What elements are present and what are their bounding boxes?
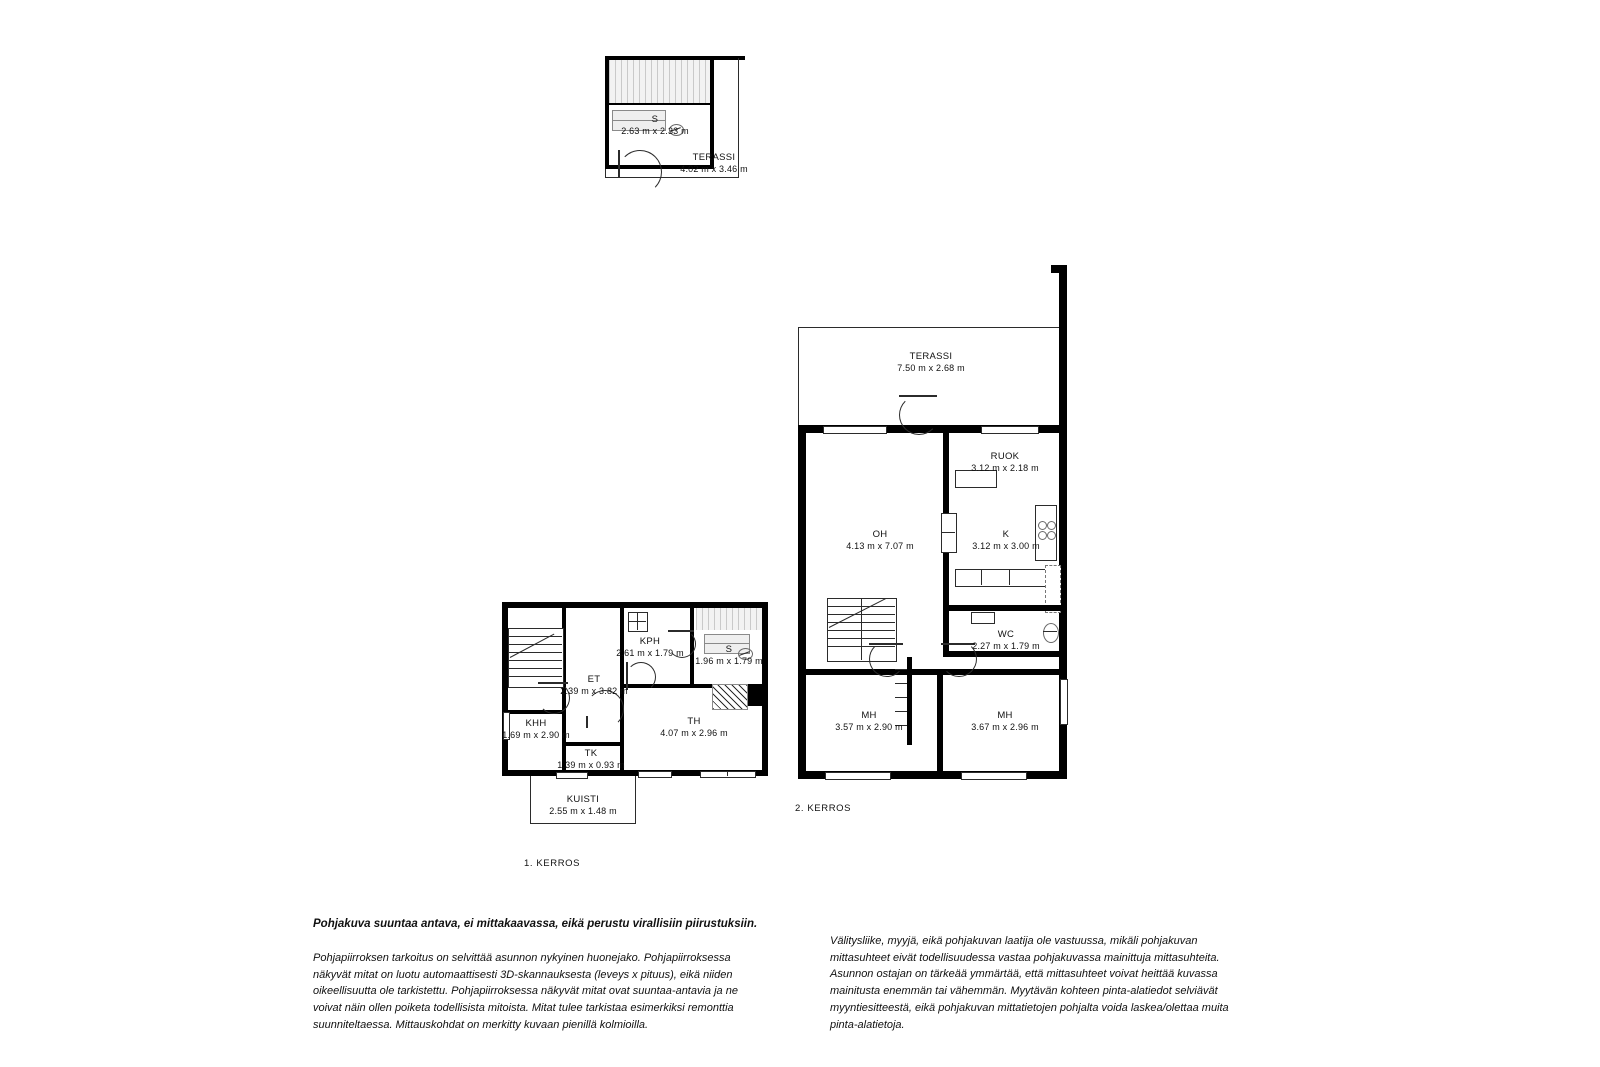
room-label-oh xyxy=(825,529,935,552)
f2-wall-wc-top xyxy=(943,605,1061,611)
room-name: KHH xyxy=(525,718,547,729)
f2-stair-rail xyxy=(861,598,862,660)
f2-counter-bottom xyxy=(955,569,1049,587)
f1-stair-step xyxy=(508,660,562,661)
room-name: WC xyxy=(997,629,1015,640)
floor2-group xyxy=(795,265,1085,825)
room-label-kuisti xyxy=(540,794,626,817)
room-dim: 2.55 m x 1.48 m xyxy=(549,805,617,816)
f1-window-bottom-2 xyxy=(700,771,756,778)
f1-khh-door-leaf xyxy=(586,716,588,728)
room-label-et xyxy=(550,674,638,697)
floor1-group xyxy=(500,600,790,880)
f1-shaft-solid xyxy=(746,684,768,706)
room-name: TK xyxy=(584,748,598,759)
room-dim: 1.69 m x 2.90 m xyxy=(502,729,570,740)
f2-wall-bedroom-divider xyxy=(937,669,943,779)
room-dim: 3.12 m x 3.00 m xyxy=(972,540,1040,551)
f2-window-top-left xyxy=(823,426,887,434)
room-name: OH xyxy=(872,529,888,540)
f2-window-top-right xyxy=(981,426,1039,434)
room-name: KUISTI xyxy=(566,794,600,805)
f2-counter-div-2 xyxy=(1009,569,1010,585)
f2-wc-sink xyxy=(971,612,995,624)
f2-window-bottom-left xyxy=(825,772,891,780)
top-plan-group xyxy=(600,52,760,192)
f1-window-bottom-2-mullion xyxy=(727,771,728,776)
room-name: MH xyxy=(997,710,1013,721)
f2-counter-div-1 xyxy=(981,569,982,585)
room-name: MH xyxy=(861,710,877,721)
floor2-label: 2. KERROS xyxy=(795,803,852,814)
f2-mh1-door-leaf xyxy=(869,643,903,645)
room-label-th xyxy=(648,716,740,739)
f1-kuisti-left xyxy=(530,776,531,824)
room-label-kph xyxy=(608,636,692,659)
room-name: KPH xyxy=(639,636,661,647)
room-name: S xyxy=(651,114,659,125)
f1-kph-door-leaf xyxy=(668,630,694,632)
room-name: TH xyxy=(687,716,701,727)
roof-hatch-area xyxy=(609,60,710,103)
f2-terrace-door-leaf xyxy=(899,395,937,397)
footer-headline: Pohjakuva suuntaa antava, ei mittakaavassa, eikä perustu virallisiin piirustuksiin. xyxy=(313,918,758,930)
f1-wall-h3 xyxy=(562,742,624,746)
f2-corridor-step-2 xyxy=(895,683,907,684)
room-dim: 2.27 m x 1.79 m xyxy=(972,640,1040,651)
f1-kuisti-bottom xyxy=(530,823,636,824)
room-label-khh xyxy=(494,718,578,741)
room-label-terassi-f2 xyxy=(855,351,1007,374)
sauna-divider xyxy=(609,103,710,105)
room-label-tk xyxy=(552,748,630,771)
room-name: TERASSI xyxy=(692,152,736,163)
room-label-wc xyxy=(951,629,1061,652)
f2-mh1-door-arc xyxy=(869,641,905,677)
f1-kuisti-door xyxy=(556,772,588,779)
room-dim: 4.07 m x 2.96 m xyxy=(660,727,728,738)
footer-right-paragraph: Välitysliike, myyjä, eikä pohjakuvan laatija ole vastuussa, mikäli pohjakuvan mittasuhteet eivät todellisuudessa vastaa pohjakuvassa mainittuja mittasuhteita. Asunnon ostajan on tärkeää ymmärtää, että mittasuhteet voivat heittää kuvassa mainitusta enemmän tai vähemmän. Myytävän kohteen pinta-alatiedot selviävät myyntiesitteestä, eikä pohjakuvan mittatietojen pohjalta voida laskea/olettaa muita pinta-alatietoja. xyxy=(830,935,1229,1031)
f2-wall-bedrooms-top xyxy=(798,669,1067,675)
terassi-outline-left xyxy=(605,169,606,178)
f1-window-bottom-1 xyxy=(638,771,672,778)
room-label-mh1 xyxy=(809,710,929,733)
f1-hatch-area xyxy=(696,608,762,630)
f1-kph-sink xyxy=(628,612,648,632)
f2-wall-left xyxy=(798,425,806,779)
footer-left-paragraph: Pohjapiirroksen tarkoitus on selvittää asunnon nykyinen huonejako. Pohjapiirroksessa näkyvät mitat on luotu automaattisesti 3D-skannauksesta (leveys x pituus), eikä niiden oikeellisuutta ole tarkistettu. Pohjapiirroksessa näkyvät mitat ovat suuntaa-antavia ja ne voivat näin ollen poiketa todellisista mitoista. Mitat tulee tarkistaa esimerkiksi remonttia suunniteltaessa. Mittauskohdat on merkitty kuvaan pienillä kolmioilla. xyxy=(313,952,738,1031)
room-name: K xyxy=(1002,529,1010,540)
terassi-wall-right-stub xyxy=(710,56,739,58)
room-dim: 3.57 m x 2.90 m xyxy=(835,721,903,732)
f2-terrace-door-arc xyxy=(899,395,939,435)
room-dim: 3.67 m x 2.96 m xyxy=(971,721,1039,732)
terrace-door-leaf xyxy=(618,150,620,178)
room-dim: 1.96 m x 1.79 m xyxy=(695,655,763,666)
f2-corridor-step-3 xyxy=(895,697,907,698)
room-name: ET xyxy=(587,674,601,685)
f2-window-bottom-right xyxy=(961,772,1027,780)
f1-kph-sink-cross-h xyxy=(628,621,646,622)
f2-wall-right-cap xyxy=(1051,265,1067,273)
room-name: TERASSI xyxy=(909,351,953,362)
f1-kuisti-right xyxy=(635,776,636,824)
floor1-label: 1. KERROS xyxy=(524,858,581,869)
room-name: S xyxy=(725,644,733,655)
room-label-terassi-top xyxy=(648,152,780,175)
room-dim: 7.50 m x 2.68 m xyxy=(897,362,965,373)
room-dim: 4.02 m x 3.46 m xyxy=(680,163,748,174)
room-dim: 4.13 m x 7.07 m xyxy=(846,540,914,551)
room-dim: 2.63 m x 2.33 m xyxy=(621,125,689,136)
room-dim: 2.39 m x 3.82 m xyxy=(560,685,628,696)
room-label-mh2 xyxy=(945,710,1065,733)
f1-stair-step xyxy=(508,668,562,669)
f1-shaft-hatch xyxy=(712,684,748,710)
room-label-k xyxy=(951,529,1061,552)
f2-terrace-line-left xyxy=(798,327,799,431)
room-label-sauna-f1 xyxy=(686,644,772,667)
room-dim: 3.12 m x 2.18 m xyxy=(971,462,1039,473)
f2-terrace-line-top xyxy=(798,327,1060,328)
room-dim: 2.61 m x 1.79 m xyxy=(616,647,684,658)
f1-stair-step xyxy=(508,636,562,637)
room-label-ruok xyxy=(947,451,1063,474)
room-name: RUOK xyxy=(990,451,1020,462)
room-label-sauna xyxy=(600,114,710,137)
room-dim: 1.39 m x 0.93 m xyxy=(557,759,625,770)
